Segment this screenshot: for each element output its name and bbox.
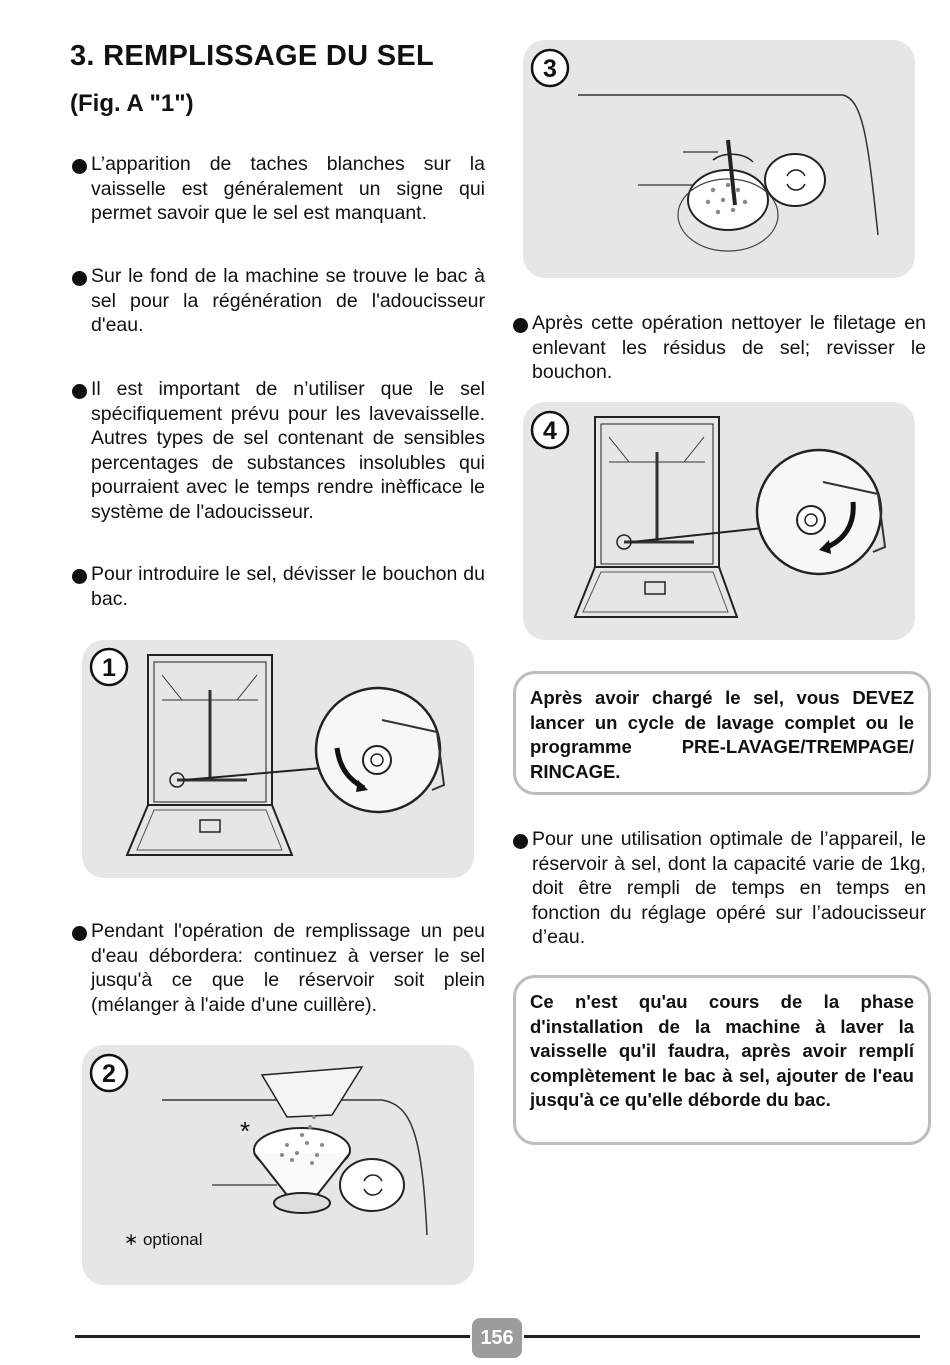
figure-1-illustration — [82, 640, 474, 878]
bullet-icon — [72, 271, 87, 286]
figure-3-illustration — [523, 40, 915, 278]
paragraph-unscrew-cap: Pour introduire le sel, dévisser le bouchon du bac. — [72, 562, 485, 611]
footer-rule-right — [524, 1335, 920, 1338]
optional-asterisk: * — [240, 1116, 251, 1146]
figure-4-screw-cap — [523, 402, 915, 640]
bullet-icon — [513, 834, 528, 849]
figure-3-number: 3 — [543, 55, 557, 83]
section-title: 3. REMPLISSAGE DU SEL — [70, 40, 435, 72]
paragraph-salt-container: Sur le fond de la machine se trouve le bac à sel pour la régénération de l'adoucisseur d'eau. — [72, 264, 485, 338]
figure-4-illustration — [523, 402, 915, 640]
paragraph-salt-type: Il est important de n’utiliser que le sel spécifiquement prévu pour les lavevaisselle. Autres types de sel contenant de sensibles percentages de substances insolubles qui pourraient avec le temps rendre inèfficace le système de l'adoucisseur. — [72, 377, 485, 524]
note-box-installation — [513, 975, 931, 1145]
figure-1-number: 1 — [102, 654, 116, 682]
figure-4-number: 4 — [543, 417, 557, 445]
note-installation-text: Ce n'est qu'au cours de la phase d'installation de la machine à laver la vaisselle qu'il faudra, après avoir remplí complètement le bac à sel, ajouter de l'eau jusqu'à ce qu'elle déborde du bac. — [530, 991, 914, 1110]
figure-3-cap-removed — [523, 40, 915, 278]
bullet-icon — [72, 159, 87, 174]
optional-label: ∗ optional — [124, 1230, 203, 1249]
page-number: 156 — [472, 1318, 522, 1358]
paragraph-clean-thread: Après cette opération nettoyer le filetage en enlevant les résidus de sel; revisser le bouchon. — [513, 311, 926, 385]
paragraph-filling: Pendant l'opération de remplissage un peu d'eau débordera: continuez à verser le sel jusqu'à ce que le réservoir soit plein (mélanger à l'aide d'une cuillère). — [72, 919, 485, 1017]
figure-2-number: 2 — [102, 1060, 116, 1088]
note-box-run-cycle — [513, 671, 931, 795]
bullet-icon — [513, 318, 528, 333]
bullet-icon — [72, 569, 87, 584]
bullet-icon — [72, 384, 87, 399]
note-run-cycle-text: Après avoir chargé le sel, vous DEVEZ lancer un cycle de lavage complet ou le programme PRE-LAVAGE/TREMPAGE/ RINCAGE. — [530, 687, 914, 782]
figure-1-open-dishwasher — [82, 640, 474, 878]
paragraph-white-spots: L’apparition de taches blanches sur la vaisselle est généralement un signe qui permet savoir que le sel est manquant. — [72, 152, 485, 226]
paragraph-optimal-use: Pour une utilisation optimale de l’appareil, le réservoir à sel, dont la capacité varie de 1kg, doit être rempli de temps en temps en fonction du réglage opéré sur l’adoucisseur d’eau. — [513, 827, 926, 950]
section-subtitle: (Fig. A "1") — [70, 90, 194, 117]
figure-2-illustration — [82, 1045, 474, 1285]
bullet-icon — [72, 926, 87, 941]
footer-rule-left — [75, 1335, 470, 1338]
figure-2-funnel — [82, 1045, 474, 1285]
